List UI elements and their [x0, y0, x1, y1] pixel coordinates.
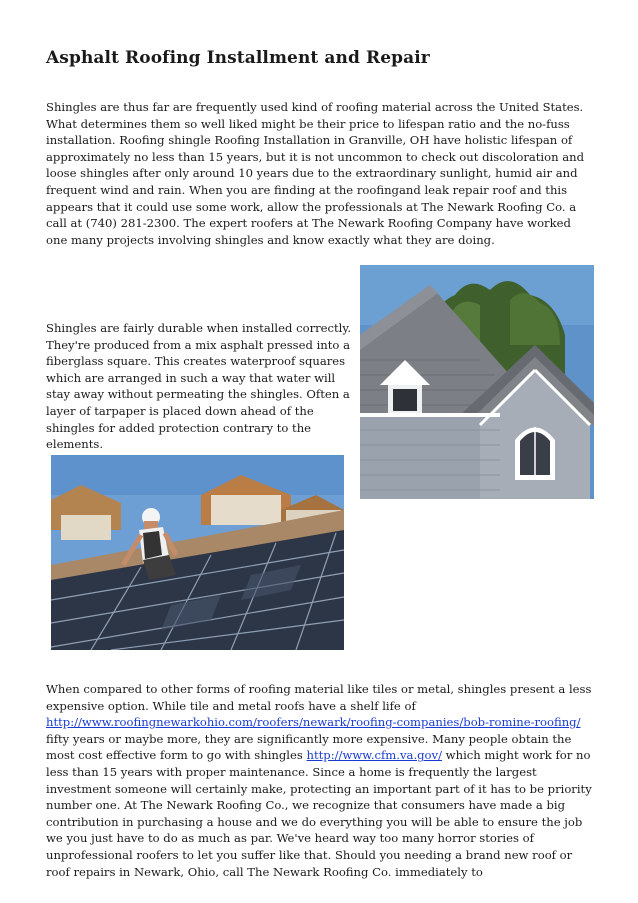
document-title: Asphalt Roofing Installment and Repair [46, 48, 430, 68]
cost-comparison-paragraph [46, 681, 594, 880]
paragraph-text-a: When compared to other forms of roofing material like tiles or metal, shingles present a less expensive option. While tile and metal roofs have a shelf life of [46, 682, 592, 713]
roofing-company-link[interactable]: http://www.roofingnewarkohio.com/roofers/newark/roofing-companies/bob-romine-roofing/ [46, 715, 581, 730]
durability-paragraph: Shingles are fairly durable when installed correctly. They're produced from a mix asphalt pressed into a fiberglass square. This creates waterproof squares which are arranged in such a way that water will stay away without permeating the shingles. Often a layer of tarpaper is placed down ahead of the shingles for added protection contrary to the elements. [46, 321, 352, 452]
house-roof-photo [360, 265, 594, 499]
paragraph-text-c: which might work for no less than 15 years with proper maintenance. Since a home is frequently the largest investment someone will certainly make, protecting an important part of it has to be priority number one. At The Newark Roofing Co., we recognize that consumers have made a big contribution in purchasing a house and we do everything you will be able to ensure the job we you just have to do as much as par. We've heard way too many horror stories of unprofessional roofers to let you suffer like that. Should you needing a brand new roof or roof repairs in Newark, Ohio, call The Newark Roofing Co. immediately to [46, 748, 592, 879]
paragraph-text-b: fifty years or maybe more, they are significantly more expensive. Many people obtain the most cost effective form to go with shingles [46, 731, 572, 763]
roofer-installing-photo [51, 455, 344, 650]
intro-paragraph: Shingles are thus far are frequently used kind of roofing material across the United States. What determines them so well liked might be their price to lifespan ratio and the no-fuss installation. Roofing shingle Roofing Installation in Granville, OH have holistic lifespan of approximately no less than 15 years, but it is not uncommon to check out discoloration and loose shingles after only around 10 years due to the extraordinary sunlight, humid air and frequent wind and rain. When you are finding at the roofingand leak repair roof and this appears that it could use some work, allow the professionals at The Newark Roofing Co. a call at (740) 281-2300. The expert roofers at The Newark Roofing Company have worked one many projects involving shingles and know exactly what they are doing. [46, 100, 585, 247]
cfm-va-link[interactable]: http://www.cfm.va.gov/ [306, 748, 442, 763]
